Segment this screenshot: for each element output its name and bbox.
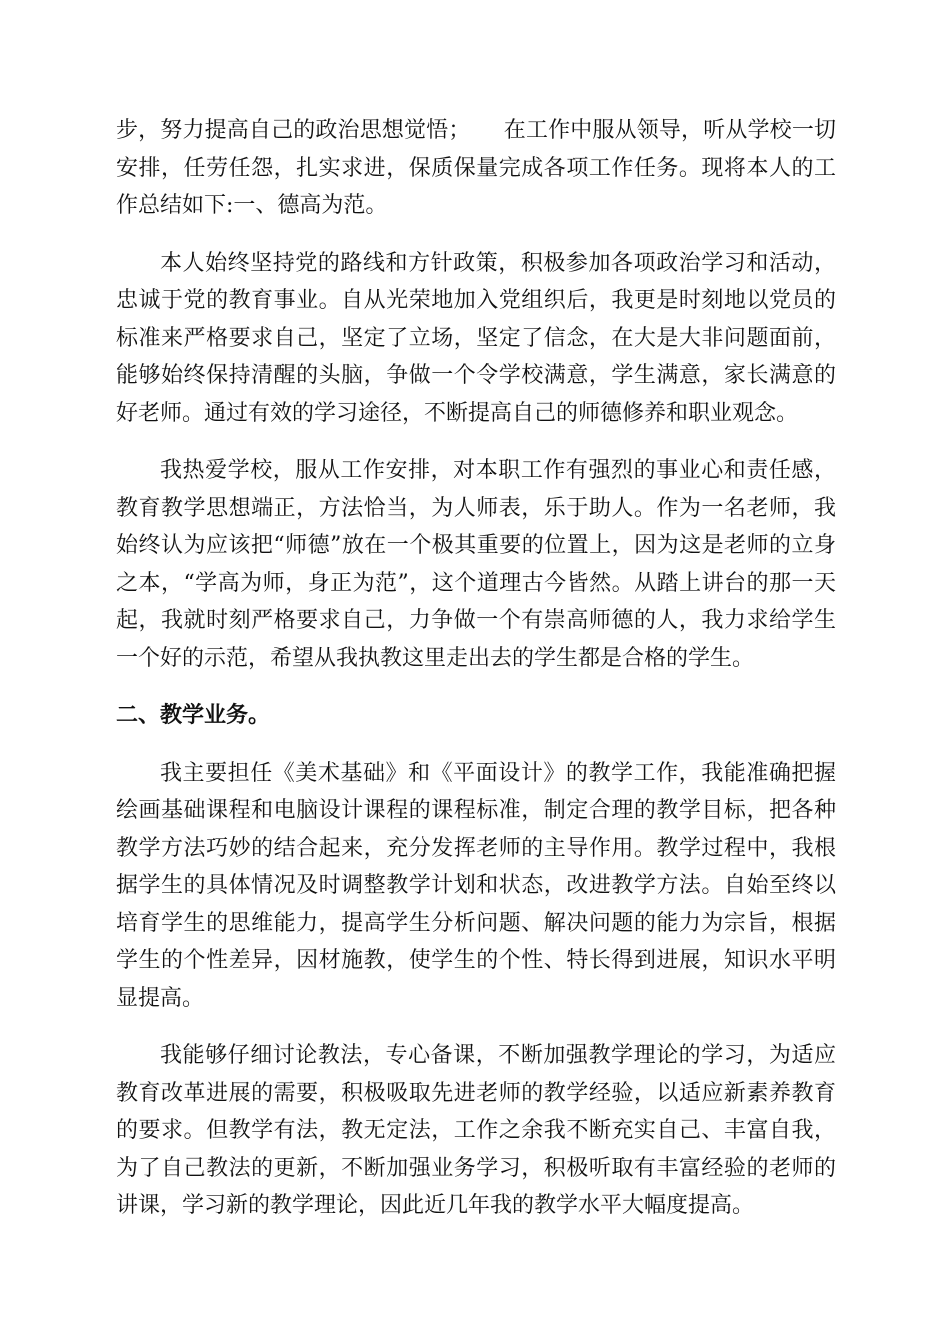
paragraph-intro: 步，努力提高自己的政治思想觉悟； 在工作中服从领导，听从学校一切安排，任劳任怨，扎实求进，保质保量完成各项工作任务。现将本人的工作总结如下:一、德高为范。 (116, 118, 836, 218)
paragraph-party-loyalty: 本人始终坚持党的路线和方针政策，积极参加各项政治学习和活动，忠诚于党的教育事业。自从光荣地加入党组织后，我更是时刻地以党员的标准来严格要求自己，坚定了立场，坚定了信念，在大是大非问题面前，能够始终保持清醒的头脑，争做一个令学校满意，学生满意，家长满意的好老师。通过有效的学习途径，不断提高自己的师德修养和职业观念。 (116, 250, 836, 426)
paragraph-teacher-ethics: 我热爱学校，服从工作安排，对本职工作有强烈的事业心和责任感，教育教学思想端正，方法恰当，为人师表，乐于助人。作为一名老师，我始终认为应该把“师德”放在一个极其重要的位置上，因为这是老师的立身之本，“学高为师，身正为范”，这个道理古今皆然。从踏上讲台的那一天起，我就时刻严格要求自己，力争做一个有崇高师德的人，我力求给学生一个好的示范，希望从我执教这里走出去的学生都是合格的学生。 (116, 458, 836, 671)
paragraph-teaching-courses: 我主要担任《美术基础》和《平面设计》的教学工作，我能准确把握绘画基础课程和电脑设计课程的课程标准，制定合理的教学目标，把各种教学方法巧妙的结合起来，充分发挥老师的主导作用。教学过程中，我根据学生的具体情况及时调整教学计划和状态，改进教学方法。自始至终以培育学生的思维能力，提高学生分析问题、解决问题的能力为宗旨，根据学生的个性差异，因材施教，使学生的个性、特长得到进展，知识水平明显提高。 (116, 760, 836, 1011)
paragraph-teaching-methods: 我能够仔细讨论教法，专心备课，不断加强教学理论的学习，为适应教育改革进展的需要，积极吸取先进老师的教学经验，以适应新素养教育的要求。但教学有法，教无定法，工作之余我不断充实自己、丰富自我，为了自己教法的更新，不断加强业务学习，积极听取有丰富经验的老师的讲课，学习新的教学理论，因此近几年我的教学水平大幅度提高。 (116, 1043, 836, 1218)
document-body (116, 112, 836, 1245)
section-heading-teaching: 二、教学业务。 (116, 703, 271, 728)
